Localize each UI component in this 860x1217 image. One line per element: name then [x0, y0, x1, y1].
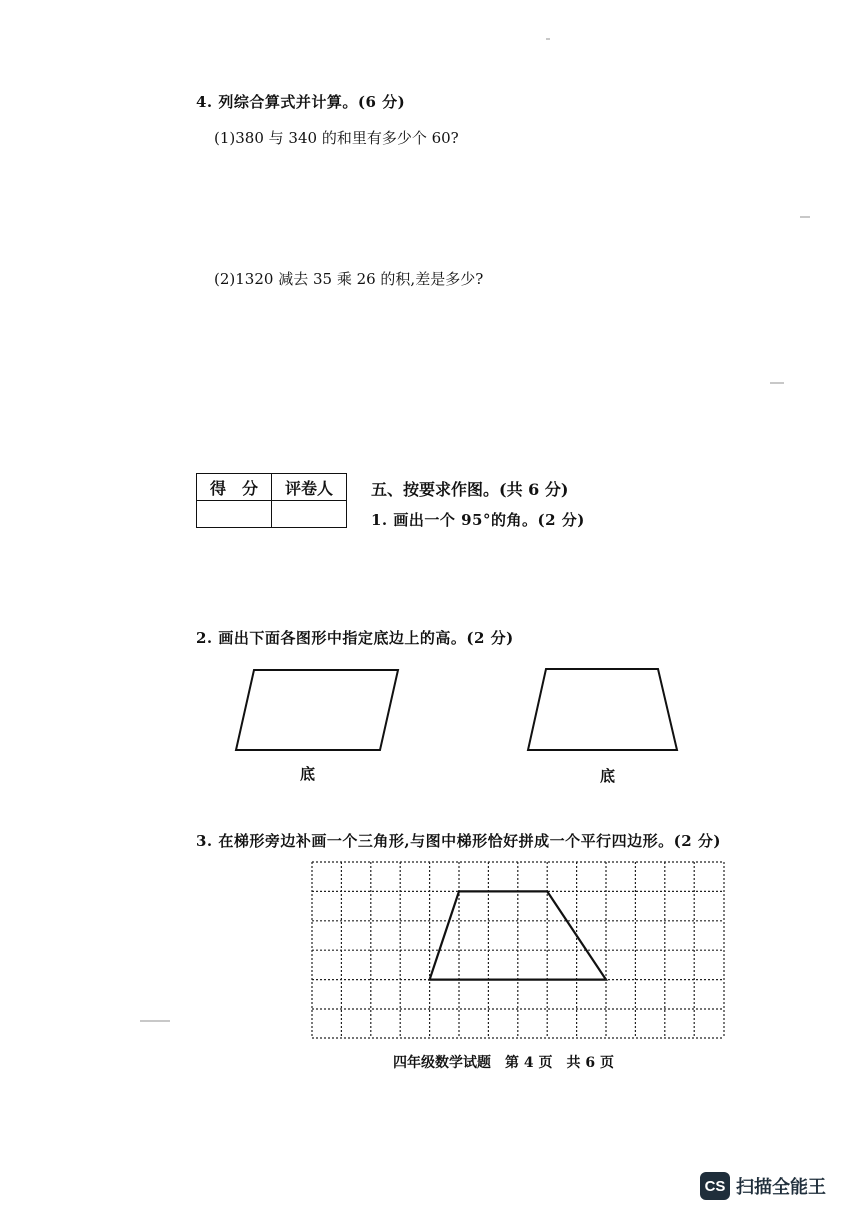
camscanner-logo-text: 扫描全能王 — [736, 1177, 826, 1197]
parallelogram-base-label: 底 — [300, 765, 316, 783]
camscanner-logo-icon: CS — [700, 1172, 730, 1200]
question-4-title: 4. 列综合算式并计算。(6 分) — [196, 93, 406, 111]
dotted-grid — [312, 862, 724, 1038]
section-5-question-3: 3. 在梯形旁边补画一个三角形,与图中梯形恰好拼成一个平行四边形。(2 分) — [196, 832, 721, 850]
trapezoid-base-label: 底 — [600, 767, 616, 785]
scan-speck — [140, 1020, 170, 1022]
grader-header: 评卷人 — [272, 474, 347, 501]
section-5-question-2: 2. 画出下面各图形中指定底边上的高。(2 分) — [196, 629, 514, 647]
scanner-watermark — [700, 1172, 826, 1200]
scan-speck — [546, 38, 550, 40]
question-4-part-2: (2)1320 减去 35 乘 26 的积,差是多少? — [214, 270, 484, 288]
scan-speck — [770, 382, 784, 384]
scan-speck — [800, 216, 810, 218]
question-4-part-1: (1)380 与 340 的和里有多少个 60? — [214, 129, 459, 147]
score-header: 得 分 — [197, 474, 272, 501]
section-5-title: 五、按要求作图。(共 6 分) — [371, 480, 569, 499]
page-footer: 四年级数学试题 第 4 页 共 6 页 — [393, 1055, 614, 1071]
section-5-question-1: 1. 画出一个 95°的角。(2 分) — [371, 511, 585, 529]
